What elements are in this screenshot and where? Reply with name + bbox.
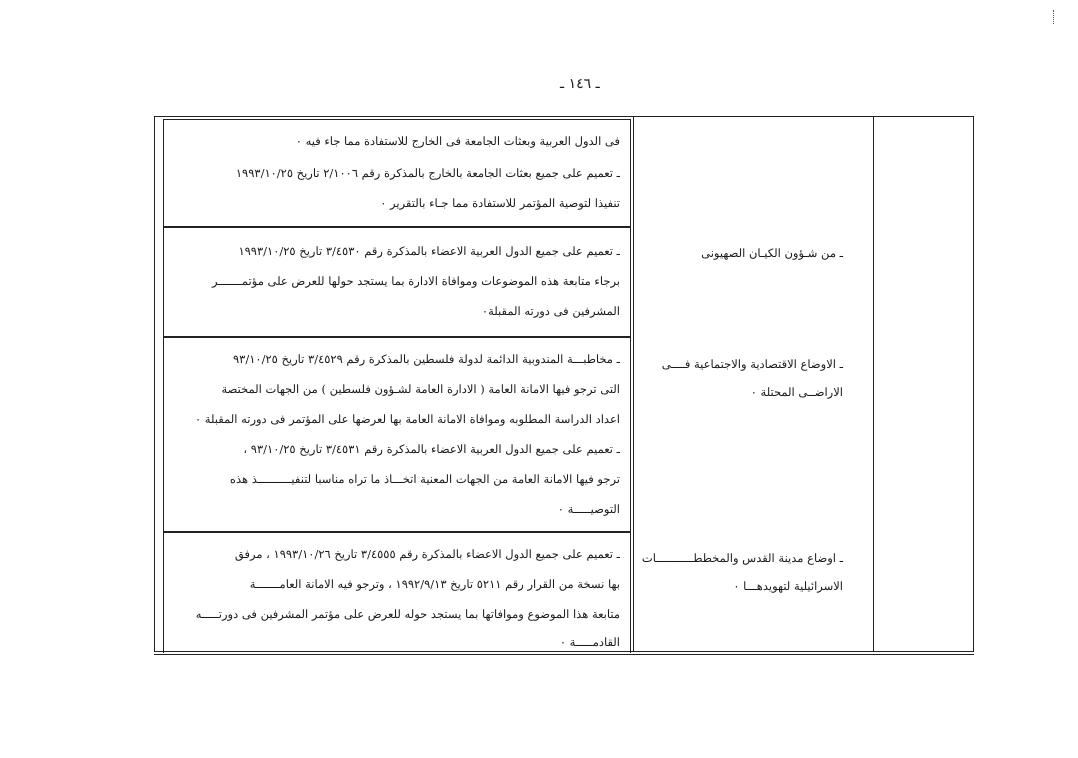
- action-cell-3: [163, 337, 631, 532]
- topic-label: الاسرائيلية لتهويدهـــا ٠: [733, 579, 843, 593]
- action-line: التوصيـــــة ٠: [557, 502, 620, 516]
- action-cell-2: [163, 227, 631, 337]
- action-cell-1: [163, 119, 631, 227]
- action-line: ـ تعميم على جميع الدول العربية الاعضاء بالمذكرة رقم ٣/٤٥٣٠ تاريخ ١٩٩٣/١٠/٢٥: [238, 244, 620, 258]
- topic-label: ـ اوضاع مدينة القدس والمخططـــــــــــات: [641, 551, 843, 565]
- action-line: ـ تعميم على جميع الدول العربية الاعضاء بالمذكرة رقم ٣/٤٥٣١ تاريخ ٩٣/١٠/٢٥ ،: [243, 442, 620, 456]
- column-divider: [633, 117, 634, 651]
- action-line: اعداد الدراسة المطلوبه وموافاة الامانة العامة بها لعرضها على المؤتمر فى دورته المقبلة ٠: [194, 412, 620, 426]
- action-line: متابعة هذا الموضوع وموافاتها بما يستجد حوله للعرض على مؤتمر المشرفين فى دورتـــــه: [195, 607, 620, 621]
- action-line: برجاء متابعة هذه الموضوعات وموافاة الادارة بما يستجد حولها للعرض على مؤتمـــــــر: [211, 274, 620, 288]
- topic-label: ـ الاوضاع الاقتصادية والاجتماعية فــــى: [661, 357, 843, 371]
- page-number: ـ ١٤٦ ـ: [560, 76, 600, 92]
- action-line: المشرفين فى دورته المقبلة٠: [481, 304, 620, 318]
- action-cell-4: [163, 532, 631, 653]
- column-divider: [873, 117, 874, 651]
- action-line: ـ تعميم على جميع الدول الاعضاء بالمذكرة رقم ٣/٤٥٥٥ تاريخ ١٩٩٣/١٠/٢٦ ، مرفق: [234, 547, 620, 561]
- topic-label: الاراضــى المحتلة ٠: [750, 385, 843, 399]
- corner-mark: [1053, 10, 1055, 24]
- action-line: القادمـــــة ٠: [559, 635, 620, 649]
- action-line: ـ تعميم على جميع بعثات الجامعة بالخارج بالمذكرة رقم ٢/١٠٠٦ تاريخ ١٩٩٣/١٠/٢٥: [235, 166, 620, 180]
- action-line: التى ترجو فيها الامانة العامة ( الادارة العامة لشـؤون فلسطين ) من الجهات المختصة: [221, 382, 620, 396]
- action-line: تنفيذا لتوصية المؤتمر للاستفادة مما جـاء بالتقرير ٠: [380, 196, 620, 210]
- action-line: بها نسخة من القرار رقم ٥٢١١ تاريخ ١٩٩٢/٩/١٣ ، وترجو فيه الامانة العامـــــــة: [249, 577, 620, 591]
- topic-label: ـ من شـؤون الكيـان الصهيونى: [701, 246, 843, 260]
- action-line: فى الدول العربية وبعثات الجامعة فى الخارج للاستفادة مما جاء فيه ٠: [295, 134, 620, 148]
- action-line: ـ مخاطبـــة المندوبية الدائمة لدولة فلسطين بالمذكرة رقم ٣/٤٥٢٩ تاريخ ٩٣/١٠/٢٥: [233, 352, 620, 366]
- table-bottom-rule: [154, 654, 974, 655]
- document-table: [154, 116, 974, 652]
- action-line: ترجو فيها الامانة العامة من الجهات المعنية اتخـــاذ ما تراه مناسبا لتنفيــــــــــذ هذه: [229, 472, 620, 486]
